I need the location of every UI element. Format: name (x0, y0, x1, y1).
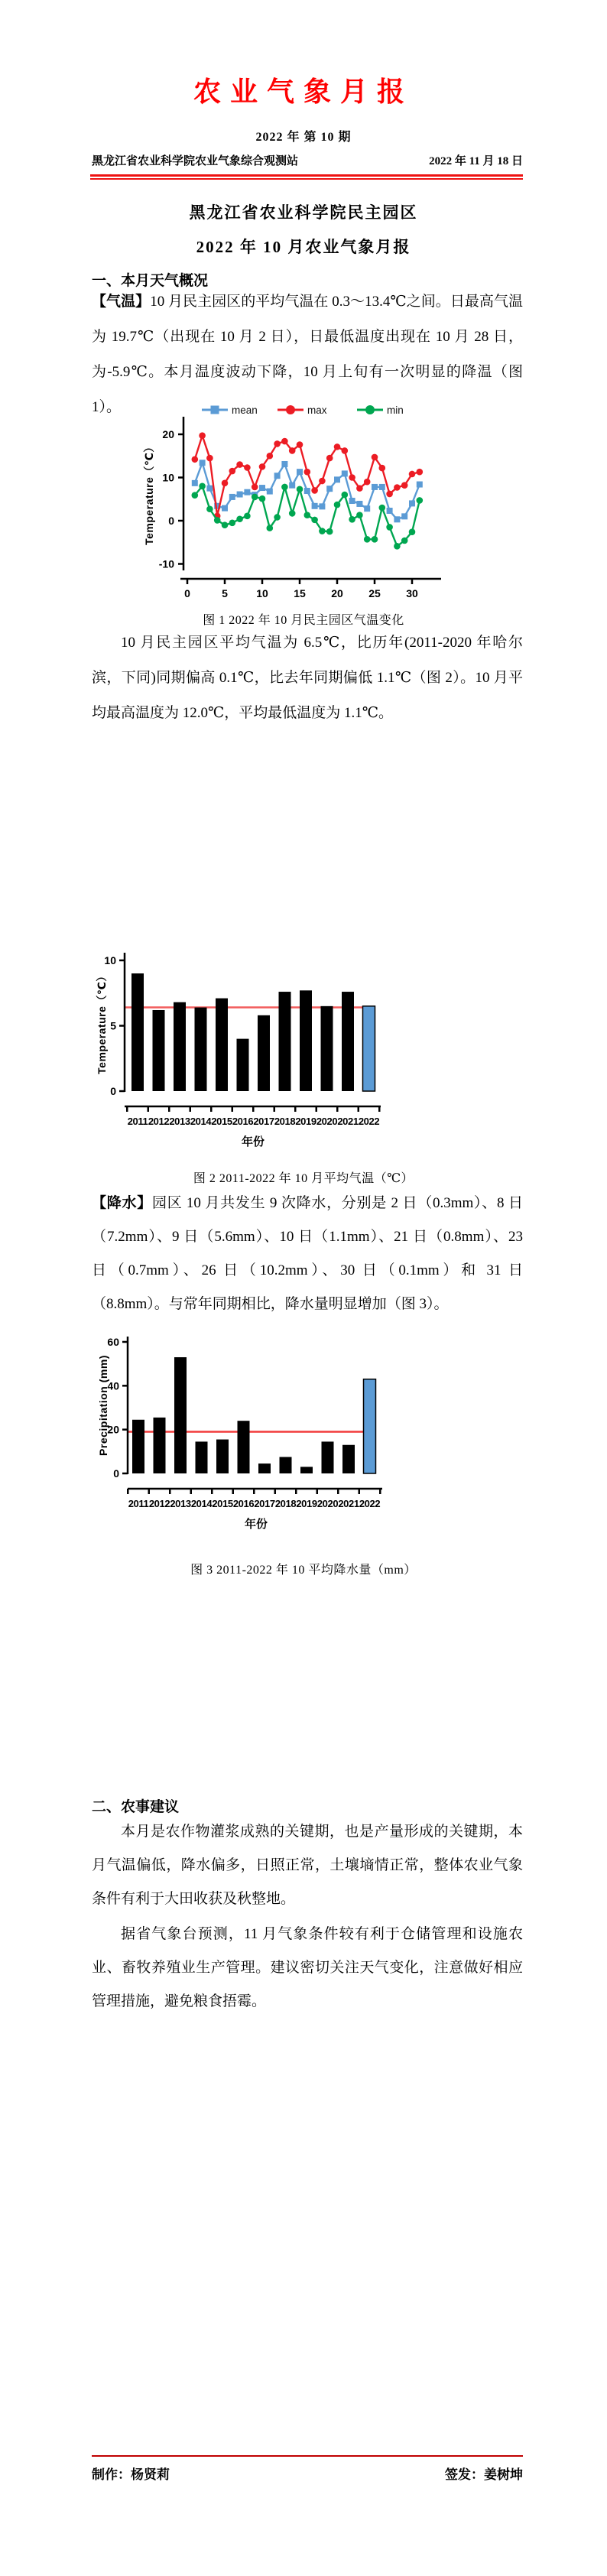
section2-heading: 二、农事建议 (92, 1799, 180, 1815)
svg-text:0: 0 (110, 1085, 116, 1097)
masthead-title: 农业气象月报 (193, 76, 414, 107)
svg-text:0: 0 (168, 515, 174, 527)
issue-line: 2022 年 第 10 期 (255, 131, 352, 144)
svg-text:2013: 2013 (170, 1498, 191, 1509)
svg-text:20: 20 (162, 428, 174, 440)
footer-row (92, 2464, 523, 2483)
svg-text:2022: 2022 (359, 1498, 381, 1509)
fig3-chart (76, 1323, 413, 1545)
doc-title-line1: 黑龙江省农业科学院民主园区 (189, 203, 418, 222)
footer-maker: 制作：杨贤莉 (92, 2467, 170, 2482)
svg-text:2018: 2018 (274, 1116, 296, 1127)
issue-date: 2022 年 11 月 18 日 (429, 155, 523, 167)
svg-text:2019: 2019 (296, 1498, 317, 1509)
advice-paragraph-2: 据省气象台预测，11 月气象条件较有利于仓储管理和设施农业、畜牧养殖业生产管理。建议密切关注天气变化，注意做好相应管理措施，避免粮食捂霉。 (92, 1926, 523, 2009)
svg-text:10: 10 (162, 471, 174, 484)
svg-text:2016: 2016 (232, 1498, 255, 1509)
fig2-caption: 图 2 2011-2022 年 10 月平均气温（℃） (193, 1172, 414, 1185)
svg-text:2020: 2020 (316, 1498, 339, 1509)
section1-heading: 一、本月天气概况 (92, 273, 209, 289)
svg-text:2011: 2011 (128, 1498, 149, 1509)
footer-signer: 签发：姜树坤 (445, 2467, 523, 2482)
svg-text:2021: 2021 (338, 1498, 359, 1509)
fig3-caption: 图 3 2011-2022 年 10 平均降水量（mm） (190, 1564, 417, 1577)
svg-text:2012: 2012 (148, 1116, 170, 1127)
svg-text:年份: 年份 (244, 1518, 268, 1531)
svg-text:2021: 2021 (337, 1116, 359, 1127)
svg-text:25: 25 (368, 587, 381, 599)
svg-text:2020: 2020 (316, 1116, 338, 1127)
svg-text:10: 10 (256, 587, 268, 599)
svg-text:Precipitation (mm): Precipitation (mm) (97, 1355, 109, 1456)
svg-text:max: max (307, 404, 327, 416)
paragraph-average-temp: 10 月民主园区平均气温为 6.5℃，比历年(2011-2020 年哈尔滨，下同)同期偏高 0.1℃，比去年同期偏低 1.1℃（图 2）。10 月平均最高温度为 12.0℃，平均最低温度为 1.1℃。 (92, 635, 523, 721)
svg-text:0: 0 (184, 587, 190, 599)
fig1-chart (69, 398, 543, 610)
svg-text:Temperature（℃）: Temperature（℃） (96, 970, 108, 1074)
svg-text:2011: 2011 (127, 1116, 148, 1127)
svg-text:2015: 2015 (211, 1116, 232, 1127)
svg-text:0: 0 (113, 1467, 119, 1480)
precip-label: 【降水】 (92, 1195, 152, 1211)
svg-text:mean: mean (232, 404, 258, 416)
svg-text:15: 15 (294, 587, 306, 599)
svg-text:2016: 2016 (232, 1116, 254, 1127)
svg-text:2012: 2012 (148, 1498, 170, 1509)
svg-text:min: min (387, 404, 404, 416)
advice-paragraph-1: 本月是农作物灌浆成熟的关键期，也是产量形成的关键期，本月气温偏低，降水偏多，日照正常，土壤墒情正常，整体农业气象条件有利于大田收获及秋整地。 (92, 1824, 523, 1907)
svg-text:2017: 2017 (253, 1116, 274, 1127)
svg-text:年份: 年份 (241, 1135, 265, 1148)
temp-label: 【气温】 (92, 294, 151, 310)
svg-text:2022: 2022 (358, 1116, 380, 1127)
svg-text:2019: 2019 (295, 1116, 316, 1127)
svg-text:2014: 2014 (190, 1498, 213, 1509)
precip-text: 园区 10 月共发生 9 次降水，分别是 2 日（0.3mm）、8 日（7.2mm）、9 日（5.6mm）、10 日（1.1mm）、21 日（0.8mm）、23 日（0.7mm）、26 日（10.2mm）、30 日（0.1mm）和 31 日（8.8mm）。与常年同期相比，降水量明显增加（图 3）。 (92, 1195, 523, 1312)
svg-text:5: 5 (222, 587, 228, 599)
svg-text:20: 20 (331, 587, 343, 599)
svg-text:2013: 2013 (169, 1116, 190, 1127)
paragraph-precipitation (92, 1187, 523, 1321)
svg-text:10: 10 (104, 954, 116, 966)
svg-text:2014: 2014 (190, 1116, 212, 1127)
fig2-chart (76, 914, 413, 1155)
header-row (92, 152, 523, 168)
fig1-caption: 图 1 2022 年 10 月民主园区气温变化 (203, 614, 404, 627)
temp-text: 10 月民主园区的平均气温在 0.3～13.4℃之间。日最高气温为 19.7℃（出现在 10 月 2 日），日最低温度出现在 10 月 28 日，为-5.9℃。本月温度波动下降，10 月上旬有一次明显的降温（图 1）。 (92, 294, 523, 415)
station-name: 黑龙江省农业科学院农业气象综合观测站 (92, 155, 299, 167)
doc-title-line2: 2022 年 10 月农业气象月报 (196, 238, 411, 256)
svg-text:2015: 2015 (212, 1498, 233, 1509)
svg-text:2017: 2017 (254, 1498, 275, 1509)
svg-text:40: 40 (107, 1379, 119, 1392)
header-rule-thick (90, 174, 523, 177)
svg-text:20: 20 (107, 1423, 119, 1436)
svg-text:30: 30 (406, 587, 418, 599)
svg-text:Temperature（℃）: Temperature（℃） (143, 441, 155, 545)
svg-text:5: 5 (110, 1019, 116, 1032)
svg-text:60: 60 (107, 1335, 119, 1348)
svg-text:2018: 2018 (274, 1498, 297, 1509)
header-rule-thin (90, 178, 523, 180)
footer-rule (92, 2455, 523, 2457)
svg-text:-10: -10 (158, 557, 174, 570)
